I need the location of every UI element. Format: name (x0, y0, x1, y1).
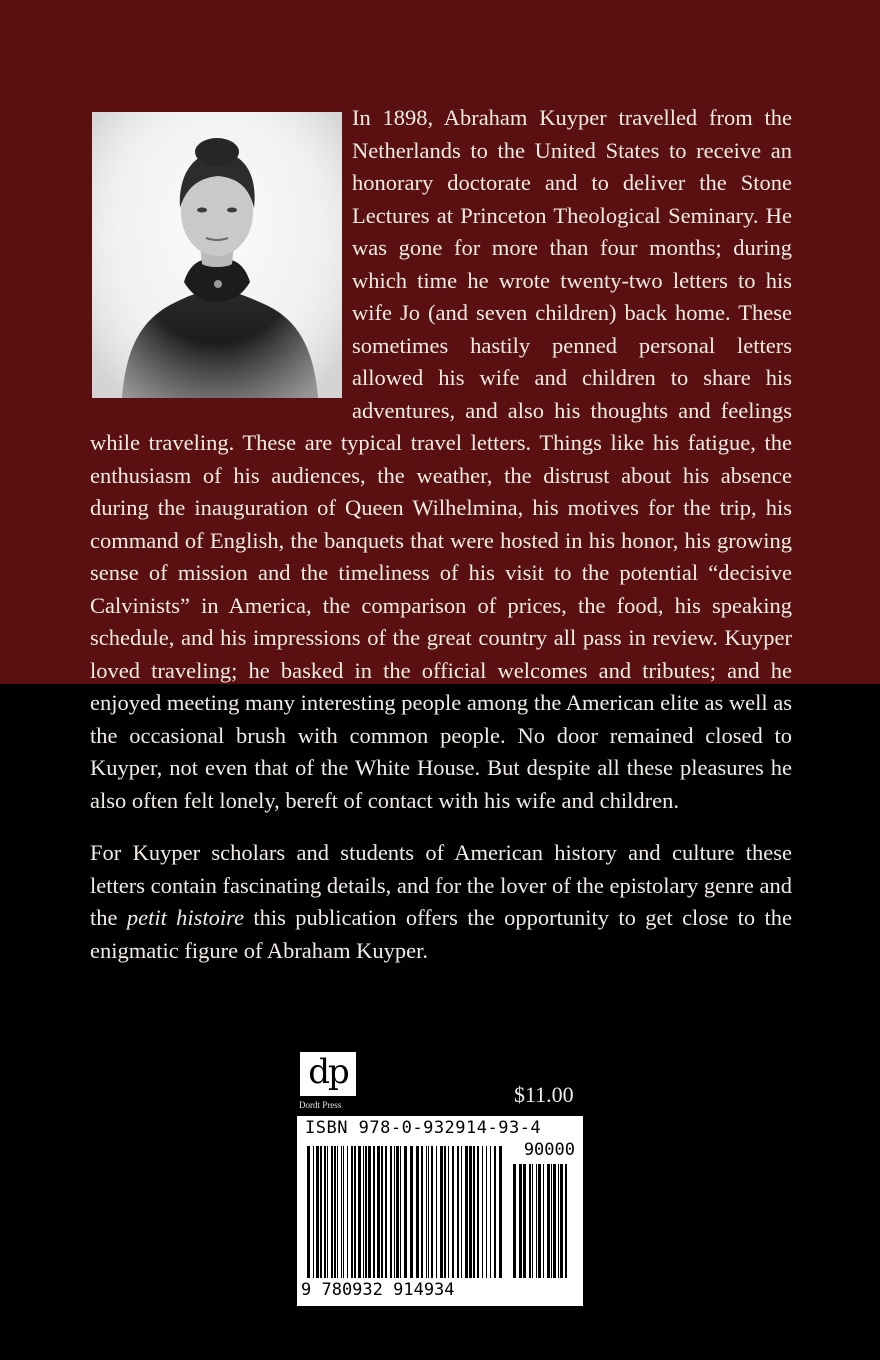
publisher-logo: dp (300, 1052, 356, 1096)
publisher-name: Dordt Press (299, 1100, 342, 1110)
price-code-digits: 90000 (523, 1140, 575, 1160)
price-label: $11.00 (514, 1082, 574, 1107)
ean-digits: 9 780932 914934 (301, 1280, 455, 1300)
paragraph-2-part-1: For Kuyper scholars and students of American history and culture these letters contain fascinating details, and for the lover of the epistolary genre and the (90, 840, 792, 930)
ean-barcode-bars (307, 1146, 503, 1278)
addon-barcode-bars (513, 1164, 573, 1278)
isbn-barcode (297, 1116, 583, 1306)
isbn-number: ISBN 978-0-932914-93-4 (305, 1118, 542, 1138)
back-cover-text (90, 102, 792, 987)
description-paragraph-2 (90, 837, 792, 967)
paragraph-2-part-2: this publication offers the opportunity to get close to the enigmatic figure of Abraham Kuyper. (90, 905, 792, 963)
description-paragraph-1: In 1898, Abraham Kuyper travelled from the Netherlands to the United States to receive an honorary doctorate and to deliver the Stone Lectures at Princeton Theological Seminary. He was gone for more than four months; during which time he wrote twenty-two letters to his wife Jo (and seven children) back home. These sometimes hastily penned personal letters allowed his wife and children to share his adventures, and also his thoughts and feelings while traveling. These are typical travel letters. Things like his fatigue, the enthusiasm of his audiences, the weather, the distrust about his absence during the inauguration of Queen Wilhelmina, his motives for the trip, his command of English, the banquets that were hosted in his honor, his growing sense of mission and the timeliness of his visit to the potential “decisive Calvinists” in America, the comparison of prices, the food, his speaking schedule, and his impressions of the great country all pass in review. Kuyper loved traveling; he basked in the official welcomes and tributes; and he enjoyed meeting many interesting people among the American elite as well as the occasional brush with common people. No door remained closed to Kuyper, not even that of the White House. But despite all these pleasures he also often felt lonely, bereft of contact with his wife and children. (90, 105, 792, 813)
petit-histoire-italic: petit histoire (126, 905, 245, 930)
photo-text-wrap-spacer (90, 102, 352, 426)
